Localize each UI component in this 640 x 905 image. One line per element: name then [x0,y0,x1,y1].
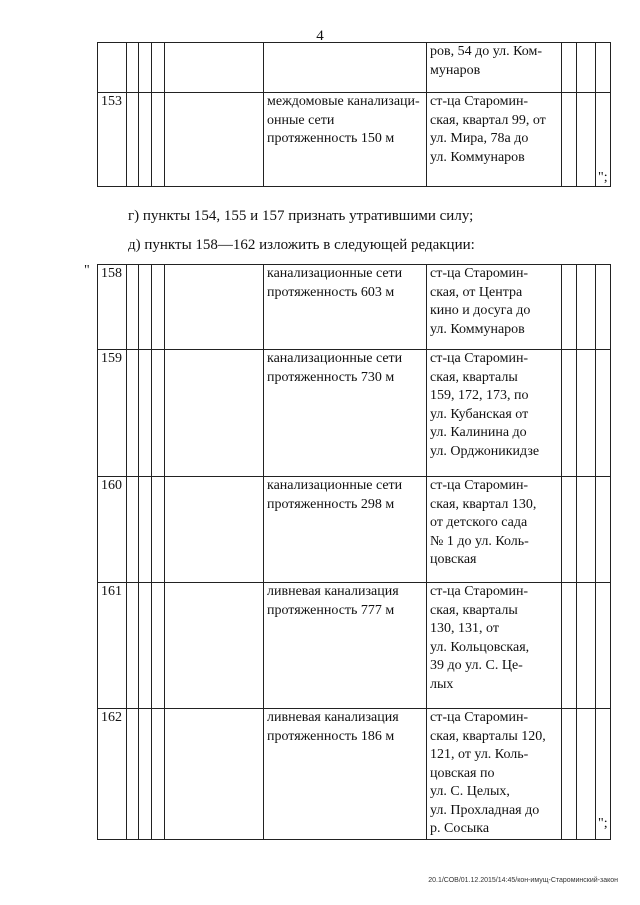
table-row [98,477,611,583]
object-name: канализационные сети протяженность 603 м [264,265,427,350]
paragraph-g: г) пункты 154, 155 и 157 признать утратившими силу; [128,208,474,224]
object-address: ст-ца Старомин- ская, кварталы 159, 172, 173, по ул. Кубанская от ул. Калинина до ул. Орджоникидзе [427,350,562,477]
closing-quote-mark: "; [598,816,608,831]
table-row [98,709,611,840]
object-name: междомовые канализаци-онные сети протяженность 150 м [264,93,427,187]
paragraph-d: д) пункты 158—162 изложить в следующей редакции: [128,237,475,253]
object-address: ст-ца Старомин- ская, квартал 99, от ул. Мира, 78а до ул. Коммунаров [427,93,562,187]
object-name: канализационные сети протяженность 298 м [264,477,427,583]
object-address: ров, 54 до ул. Ком- мунаров [427,43,562,93]
footer-file-stamp: 20.1/СОВ/01.12.2015/14:45/кон-имущ-Староминский-закон [428,877,618,884]
page-number: 4 [316,28,324,44]
object-address: ст-ца Старомин- ская, кварталы 130, 131, от ул. Кольцовская, 39 до ул. С. Це- лых [427,583,562,709]
row-number [98,43,127,93]
object-name: ливневая канализация протяженность 186 м [264,709,427,840]
table-new-edition [97,264,611,840]
table-row [98,43,611,93]
row-number: 160 [98,477,127,583]
table-row [98,265,611,350]
table-row [98,583,611,709]
table-row [98,350,611,477]
object-name [264,43,427,93]
object-name: канализационные сети протяженность 730 м [264,350,427,477]
table-continued [97,42,611,187]
object-address: ст-ца Старомин- ская, квартал 130, от детского сада № 1 до ул. Коль- цовская [427,477,562,583]
object-name: ливневая канализация протяженность 777 м [264,583,427,709]
row-number: 153 [98,93,127,187]
closing-quote-mark: "; [598,170,608,185]
row-number: 159 [98,350,127,477]
row-number: 162 [98,709,127,840]
row-number: 161 [98,583,127,709]
row-number: 158 [98,265,127,350]
opening-quote-mark: " [84,263,90,278]
table-row [98,93,611,187]
object-address: ст-ца Старомин- ская, от Центра кино и досуга до ул. Коммунаров [427,265,562,350]
object-address: ст-ца Старомин- ская, кварталы 120, 121, от ул. Коль- цовская по ул. С. Целых, ул. Прохладная до р. Сосыка [427,709,562,840]
